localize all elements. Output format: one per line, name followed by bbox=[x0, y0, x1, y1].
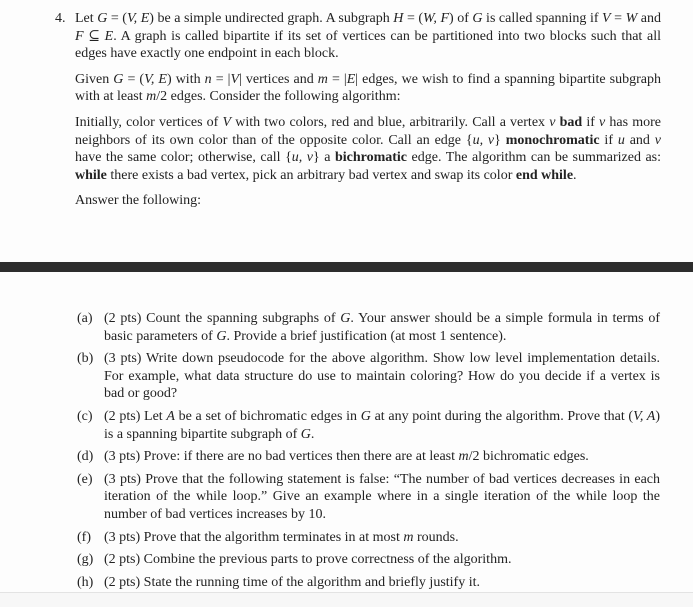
subquestion-label: (c) bbox=[77, 408, 93, 424]
problem-paragraph-algorithm: Initially, color vertices of V with two colors, red and blue, arbitrarily. Call a vertex v bad if v has more neighbors of its own color than of the opposite color. Call an edge {u, v} monochromatic if u and v have the same color; otherwise, call {u, v} a bichromatic edge. The algorithm can be summarized as: while there exists a bad vertex, pick an arbitrary bad vertex and swap its color end while. bbox=[75, 114, 662, 183]
subquestion-f bbox=[77, 529, 660, 547]
subquestion-text: (3 pts) Prove: if there are no bad vertices then there are at least m/2 bichromatic edges. bbox=[104, 449, 589, 465]
subquestion-text: (2 pts) Let A be a set of bichromatic edges in G at any point during the algorithm. Prove that (V, A) is a spanning bipartite subgraph of G. bbox=[104, 408, 661, 442]
subquestion-label: (e) bbox=[77, 471, 93, 487]
subquestion-g bbox=[77, 551, 660, 569]
subquestion-text: (2 pts) State the running time of the algorithm and briefly justify it. bbox=[104, 574, 480, 590]
page-bottom-edge bbox=[0, 592, 693, 607]
subquestion-label: (g) bbox=[77, 552, 94, 568]
subquestion-text: (3 pts) Prove that the algorithm terminates in at most m rounds. bbox=[104, 529, 459, 545]
subquestion-label: (b) bbox=[77, 351, 94, 367]
subquestion-text: (2 pts) Count the spanning subgraphs of G. Your answer should be a simple formula in terms of basic parameters of G. Provide a brief justification (at most 1 sentence). bbox=[104, 311, 660, 344]
problem-statement bbox=[55, 10, 661, 210]
problem-paragraph-definitions: Let G = (V, E) be a simple undirected graph. A subgraph H = (W, F) of G is called spanning if V = W and F ⊆ E. A graph is called bipartite if its set of vertices can be partitioned into two blocks such that all edges have exactly one endpoint in each block. bbox=[75, 11, 661, 62]
subquestion-d bbox=[77, 448, 660, 466]
problem-body bbox=[75, 10, 661, 210]
problem-paragraph-goal: Given G = (V, E) with n = |V| vertices and m = |E| edges, we wish to find a spanning bipartite subgraph with at least m/2 edges. Consider the following algorithm: bbox=[75, 71, 661, 105]
subquestion-text: (3 pts) Prove that the following statement is false: “The number of bad vertices decreases in each iteration of the while loop.” Give an example where in a single iteration of the while loop the number of bad vertices increases by 10. bbox=[104, 471, 660, 522]
problem-number: 4. bbox=[55, 11, 66, 26]
subquestion-label: (d) bbox=[77, 449, 94, 465]
subquestion-text: (3 pts) Write down pseudocode for the above algorithm. Show low level implementation details. For example, what data structure do use to maintain coloring? How do you decide if a vertex is bad or good? bbox=[104, 351, 660, 402]
subquestion-b bbox=[77, 350, 660, 403]
section-divider-bar bbox=[0, 262, 693, 272]
subquestion-h bbox=[77, 574, 660, 592]
subquestion-label: (h) bbox=[77, 574, 94, 590]
problem-paragraph-answer-prompt: Answer the following: bbox=[75, 193, 201, 209]
subquestion-c bbox=[77, 408, 660, 443]
subquestion-a bbox=[77, 310, 660, 345]
subquestion-e bbox=[77, 471, 660, 524]
subquestion-label: (a) bbox=[77, 311, 93, 326]
subquestion-text: (2 pts) Combine the previous parts to prove correctness of the algorithm. bbox=[104, 552, 512, 568]
subquestion-label: (f) bbox=[77, 529, 91, 545]
subquestion-list bbox=[77, 310, 660, 596]
